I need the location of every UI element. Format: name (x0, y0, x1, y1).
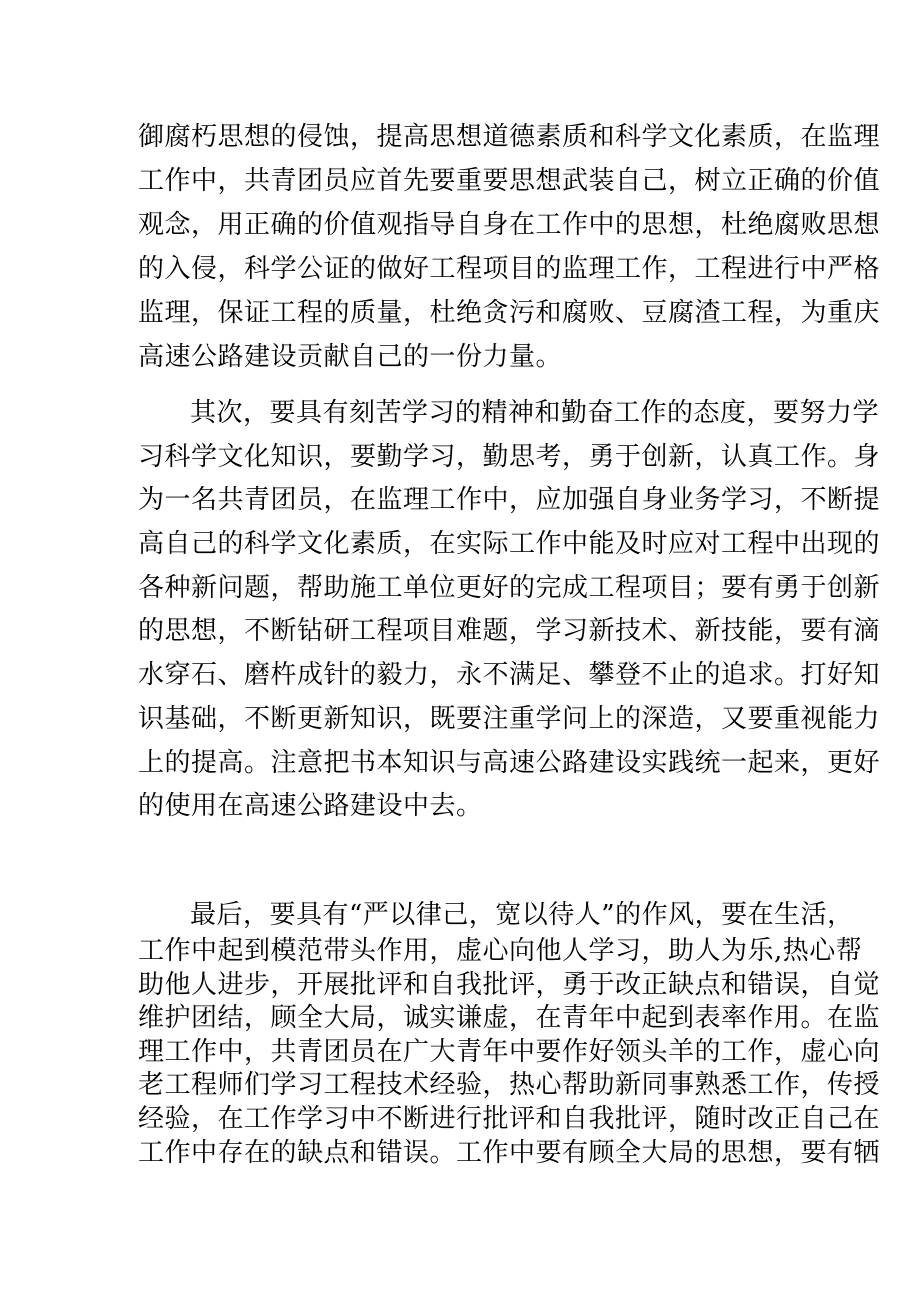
paragraph-1 (138, 115, 881, 379)
text-line: 工作中起到模范带头作用，虚心向他人学习，助人为乐,热心帮 (138, 936, 863, 966)
paragraph-2 (138, 392, 881, 829)
text-line: 高速公路建设贡献自己的一份力量。 (138, 342, 563, 372)
text-line: 维护团结，顾全大局，诚实谦虚，在青年中起到表率作用。在监 (138, 1003, 881, 1034)
text-line: 的思想，不断钻研工程项目难题，学习新技术、新技能，要有滴 (138, 616, 881, 647)
text-line: 助他人进步，开展批评和自我批评，勇于改正缺点和错误，自觉 (138, 969, 881, 1000)
text-line: 为一名共青团员，在监理工作中，应加强自身业务学习，不断提 (138, 485, 881, 516)
text-line: 理工作中，共青团员在广大青年中要作好领头羊的工作，虚心向 (138, 1036, 881, 1067)
text-line: 观念，用正确的价值观指导自身在工作中的思想，杜绝腐败思想 (138, 210, 881, 240)
text-line: 工作中存在的缺点和错误。工作中要有顾全大局的思想，要有牺 (138, 1137, 881, 1168)
text-line: 经验，在工作学习中不断进行批评和自我批评，随时改正自己在 (138, 1103, 881, 1134)
text-line: 御腐朽思想的侵蚀，提高思想道德素质和科学文化素质，在监理 (138, 122, 881, 152)
text-line: 的入侵，科学公证的做好工程项目的监理工作，工程进行中严格 (138, 254, 881, 284)
paragraph-3 (138, 895, 881, 1170)
text-line: 的使用在高速公路建设中去。 (138, 791, 483, 822)
text-line: 上的提高。注意把书本知识与高速公路建设实践统一起来，更好 (138, 747, 881, 778)
text-line: 各种新问题，帮助施工单位更好的完成工程项目；要有勇于创新 (138, 572, 881, 603)
text-line: 工作中，共青团员应首先要重要思想武装自己，树立正确的价值 (138, 166, 881, 196)
text-line: 最后，要具有“严以律己，宽以待人”的作风，要在生活， (190, 900, 854, 930)
text-line: 习科学文化知识，要勤学习，勤思考，勇于创新，认真工作。身 (138, 441, 881, 472)
text-line: 高自己的科学文化素质，在实际工作中能及时应对工程中出现的 (138, 529, 881, 560)
text-line: 监理，保证工程的质量，杜绝贪污和腐败、豆腐渣工程，为重庆 (138, 298, 881, 328)
text-line: 老工程师们学习工程技术经验，热心帮助新同事熟悉工作，传授 (138, 1070, 881, 1101)
text-line: 识基础，不断更新知识，既要注重学问上的深造，又要重视能力 (138, 703, 881, 734)
text-line: 其次，要具有刻苦学习的精神和勤奋工作的态度，要努力学 (190, 398, 880, 428)
text-line: 水穿石、磨杵成针的毅力，永不满足、攀登不止的追求。打好知 (138, 660, 881, 691)
